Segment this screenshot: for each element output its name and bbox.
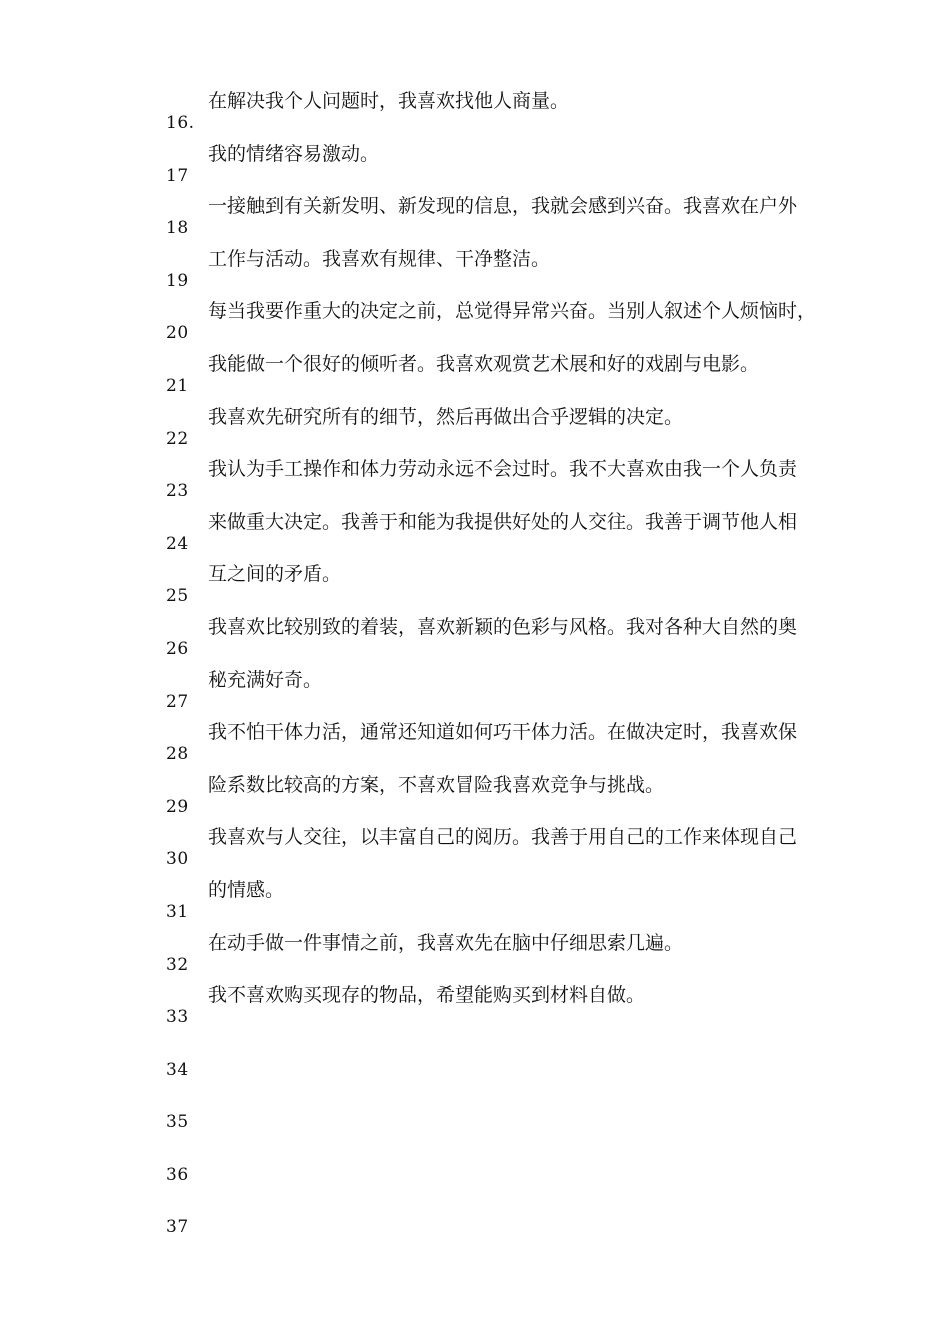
line-number: 24: [166, 533, 189, 554]
text-line: 我不怕干体力活，通常还知道如何巧干体力活。在做决定时，我喜欢保: [208, 721, 798, 744]
text-line: 秘充满好奇。: [208, 668, 323, 691]
line-number: 36: [166, 1164, 189, 1185]
line-number: 23: [166, 481, 189, 502]
text-line: 的情感。: [208, 878, 285, 901]
text-line: 一接触到有关新发明、新发现的信息，我就会感到兴奋。我喜欢在户外: [208, 195, 798, 218]
line-number: 25: [166, 586, 189, 607]
line-number: 34: [166, 1059, 189, 1080]
text-line: 我能做一个很好的倾听者。我喜欢观赏艺术展和好的戏剧与电影。: [208, 352, 760, 375]
line-number: 17: [166, 165, 189, 186]
text-line: 每当我要作重大的决定之前，总觉得异常兴奋。当别人叙述个人烦恼时，: [208, 300, 817, 323]
line-number: 20: [166, 323, 189, 344]
text-line: 我不喜欢购买现存的物品，希望能购买到材料自做。: [208, 984, 646, 1007]
line-number: 16.: [166, 113, 195, 133]
line-number: 33: [166, 1007, 189, 1028]
text-line: 我喜欢先研究所有的细节，然后再做出合乎逻辑的决定。: [208, 405, 684, 428]
text-line: 互之间的矛盾。: [208, 563, 342, 586]
line-number: 35: [166, 1112, 189, 1133]
questionnaire-text: [208, 86, 868, 1033]
line-number: 22: [166, 428, 189, 449]
text-line: 工作与活动。我喜欢有规律、干净整洁。: [208, 247, 551, 270]
line-number: 32: [166, 954, 189, 975]
line-number: 37: [166, 1217, 189, 1238]
text-line: 险系数比较高的方案，不喜欢冒险我喜欢竞争与挑战。: [208, 773, 665, 796]
line-number: 31: [166, 901, 189, 922]
line-number: 18: [166, 218, 189, 239]
line-number-column: [166, 113, 206, 1270]
text-line: 我的情绪容易激动。: [208, 142, 380, 165]
line-number: 19: [166, 270, 189, 291]
text-line: 来做重大决定。我善于和能为我提供好处的人交往。我善于调节他人相: [208, 510, 798, 533]
text-line: 我喜欢与人交往，以丰富自己的阅历。我善于用自己的工作来体现自己: [208, 826, 798, 849]
line-number: 21: [166, 375, 189, 396]
line-number: 27: [166, 691, 189, 712]
line-number: 29: [166, 796, 189, 817]
line-number: 26: [166, 638, 189, 659]
text-line: 在解决我个人问题时，我喜欢找他人商量。: [208, 90, 570, 112]
line-number: 28: [166, 744, 189, 765]
text-line: 我认为手工操作和体力劳动永远不会过时。我不大喜欢由我一个人负责: [208, 458, 798, 481]
text-line: 在动手做一件事情之前，我喜欢先在脑中仔细思索几遍。: [208, 931, 684, 954]
text-line: 我喜欢比较别致的着装，喜欢新颖的色彩与风格。我对各种大自然的奥: [208, 615, 798, 638]
line-number: 30: [166, 849, 189, 870]
